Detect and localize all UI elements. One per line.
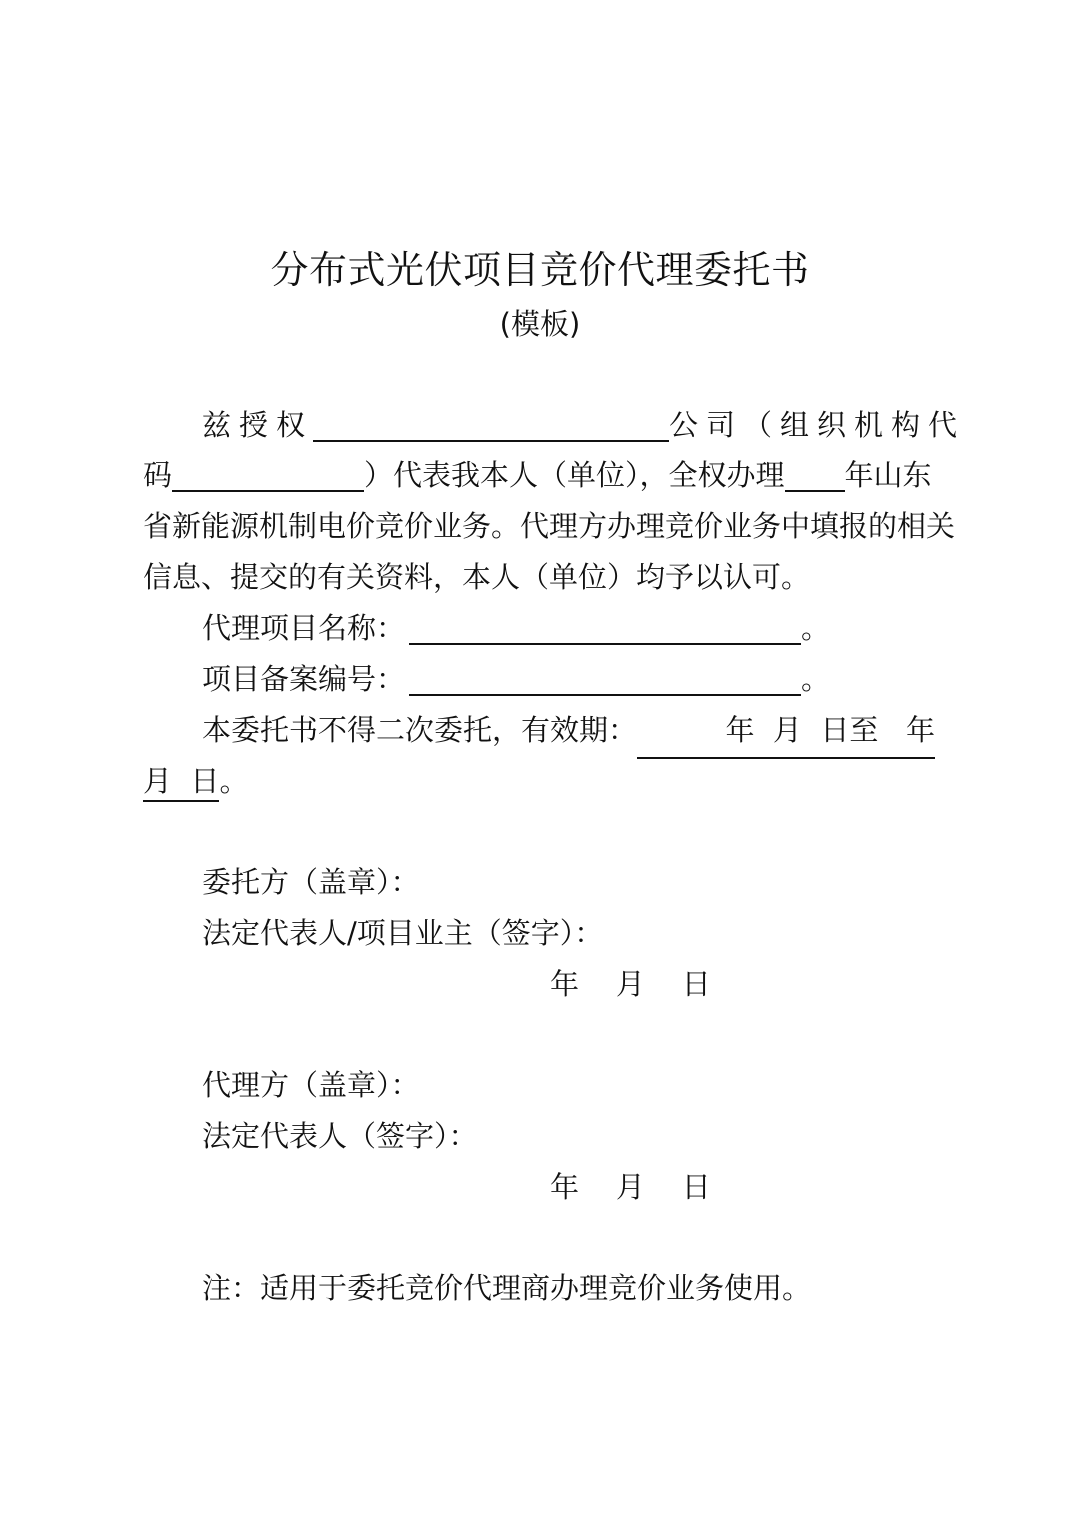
agent-seal-label: 代理方（盖章）： [202, 1068, 420, 1102]
agent-signature-label: 法定代表人（签字）： [202, 1119, 478, 1153]
year-blank[interactable] [785, 452, 845, 492]
authorization-text-start: 兹授权 [202, 408, 314, 442]
project-code-label: 项目备案编号： [202, 662, 406, 696]
validity-end: 。 [219, 764, 249, 798]
document-subtitle: (模板) [499, 307, 581, 341]
validity-dates-line-1[interactable]: 年 月 日至 年 [637, 705, 935, 759]
validity-row-1 [202, 705, 935, 755]
represent-text: ）代表我本人（单位），全权办理 [364, 458, 785, 492]
company-organization-code-text: 公司（组织机构代 [669, 408, 966, 442]
organization-code-blank[interactable] [172, 452, 364, 492]
usage-note: 注：适用于委托竞价代理商办理竞价业务使用。 [202, 1271, 812, 1305]
validity-prefix: 本委托书不得二次委托，有效期： [202, 713, 638, 747]
validity-dates-line-2[interactable]: 月 日 [143, 764, 219, 802]
principal-seal-label: 委托方（盖章）： [202, 865, 420, 899]
authorization-line-3: 省新能源机制电价竞价业务。代理方办理竞价业务中填报的相关 [143, 509, 956, 543]
project-name-blank[interactable] [409, 605, 801, 645]
project-name-period: 。 [801, 611, 831, 645]
year-shandong-text: 年山东 [844, 458, 932, 492]
principal-signature-label: 法定代表人/项目业主（签字）： [202, 916, 604, 950]
principal-date: 年 月 日 [550, 967, 711, 1001]
code-text: 码 [143, 458, 173, 492]
company-name-blank[interactable] [313, 402, 669, 442]
project-name-row [202, 603, 830, 653]
authorization-line-4: 信息、提交的有关资料，本人（单位）均予以认可。 [143, 560, 811, 594]
agent-date: 年 月 日 [550, 1170, 711, 1204]
document-title: 分布式光伏项目竞价代理委托书 [270, 248, 810, 292]
project-name-label: 代理项目名称： [202, 611, 406, 645]
project-code-blank[interactable] [409, 656, 801, 696]
authorization-line-1 [202, 400, 965, 450]
project-code-row [202, 654, 830, 704]
project-code-period: 。 [801, 662, 831, 696]
authorization-line-2 [143, 450, 932, 500]
validity-row-2 [143, 756, 248, 806]
